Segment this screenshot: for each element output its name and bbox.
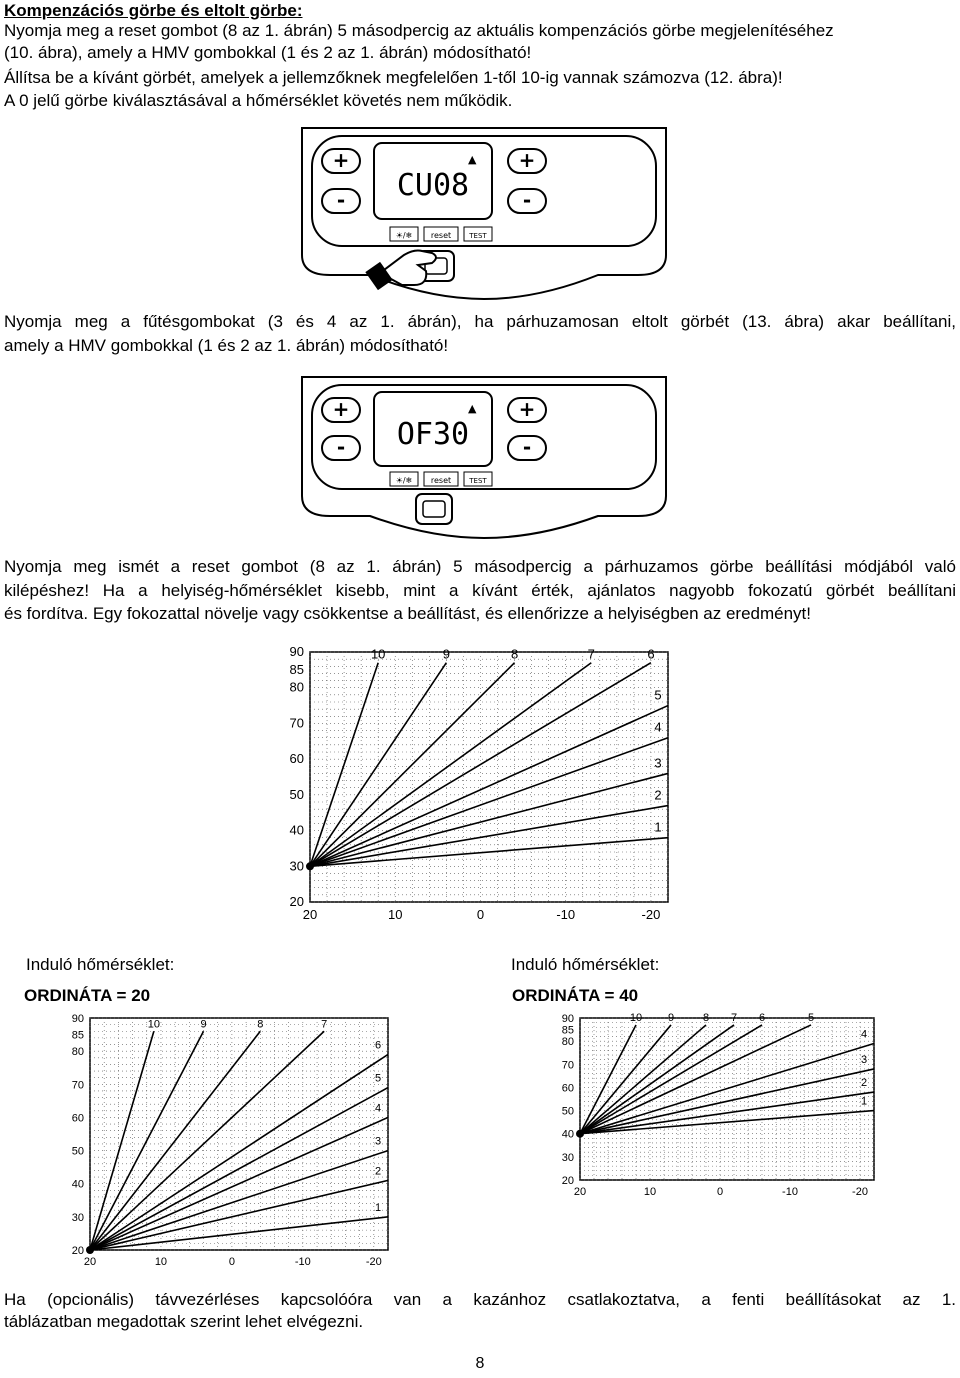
- x-tick-label: -20: [641, 907, 661, 922]
- curve-origin-point: [306, 862, 314, 870]
- curve-label-3: 3: [374, 1135, 382, 1148]
- main-switch[interactable]: [416, 494, 452, 524]
- y-tick-label: 30: [71, 1211, 84, 1224]
- lcd-readout: OF30: [396, 417, 470, 452]
- curve-label-5: 5: [374, 1072, 382, 1085]
- lcd-readout: CU08: [396, 168, 470, 203]
- final-line-1: Ha (opcionális) távvezérléses kapcsolóóra van a kazánhoz csatlakoztatva, a fenti beállításokat az 1.: [4, 1290, 956, 1309]
- reset-button-label: reset: [430, 231, 452, 240]
- start-temp-label-left: Induló hőmérséklet:: [26, 955, 175, 974]
- test-button-label: TEST: [469, 232, 487, 240]
- minus-button-left[interactable]: [322, 435, 360, 460]
- y-tick-label: 20: [561, 1175, 574, 1187]
- minus-button-left[interactable]: [322, 188, 360, 213]
- bottom-button-row: [390, 227, 492, 241]
- x-tick-label: -20: [852, 1186, 868, 1196]
- plus-button-left[interactable]: [322, 148, 360, 173]
- x-tick-label: -10: [294, 1256, 311, 1268]
- y-tick-label: 70: [289, 715, 304, 731]
- plus-button-left[interactable]: [322, 397, 360, 422]
- section-title: Kompenzációs görbe és eltolt görbe:: [4, 1, 303, 20]
- curve-label-9: 9: [667, 1011, 675, 1024]
- curve-chart-ordinata-40: [486, 1008, 886, 1196]
- x-tick-label: -10: [556, 907, 576, 922]
- curve-label-6: 6: [647, 646, 655, 662]
- y-tick-label: 20: [71, 1245, 84, 1257]
- y-tick-label: 90: [71, 1013, 84, 1025]
- start-temp-label-right: Induló hőmérséklet:: [511, 955, 660, 974]
- curve-chart-main: [210, 640, 680, 922]
- x-tick-label: 10: [154, 1256, 168, 1268]
- y-tick-label: 20: [289, 894, 304, 909]
- curve-label-4: 4: [654, 719, 662, 735]
- curve-label-10: 10: [629, 1011, 643, 1024]
- mode-button-label: ☀/❄: [395, 231, 413, 240]
- curve-label-7: 7: [321, 1018, 328, 1031]
- y-tick-label: 30: [289, 858, 304, 874]
- y-tick-label: 40: [289, 822, 304, 838]
- y-tick-label: 40: [561, 1128, 574, 1141]
- curve-label-2: 2: [654, 787, 662, 803]
- curve-label-7: 7: [587, 646, 595, 662]
- minus-icon: -: [522, 188, 532, 212]
- curve-label-6: 6: [374, 1039, 382, 1052]
- flame-icon: ▲: [468, 402, 477, 415]
- y-tick-label: 85: [561, 1024, 574, 1037]
- x-tick-label: 0: [476, 907, 485, 922]
- x-tick-label: -10: [782, 1186, 798, 1196]
- curve-label-5: 5: [654, 687, 662, 703]
- minus-icon: -: [336, 188, 346, 212]
- x-tick-label: -20: [365, 1256, 382, 1268]
- y-tick-label: 80: [289, 679, 304, 695]
- intro-line-2: (10. ábra), amely a HMV gombokkal (1 és 2 az 1. ábrán) módosítható!: [4, 43, 532, 62]
- y-tick-label: 85: [71, 1029, 84, 1042]
- y-tick-label: 60: [289, 751, 304, 767]
- plus-icon: +: [518, 148, 536, 172]
- curve-label-8: 8: [510, 646, 519, 662]
- x-tick-label: 0: [716, 1186, 724, 1196]
- y-tick-label: 70: [561, 1059, 574, 1072]
- y-tick-label: 50: [71, 1145, 84, 1158]
- plus-icon: +: [332, 397, 350, 421]
- intro-line-3: Állítsa be a kívánt görbét, amelyek a jellemzőknek megfelelően 1-től 10-ig vannak számozva (12. ábra)!: [4, 68, 783, 87]
- curve-label-3: 3: [860, 1053, 868, 1066]
- y-tick-label: 80: [71, 1046, 84, 1059]
- reset-button-label: reset: [430, 476, 452, 485]
- curve-label-5: 5: [807, 1011, 815, 1024]
- curve-label-8: 8: [257, 1018, 264, 1031]
- page-number: 8: [475, 1355, 485, 1372]
- curve-label-1: 1: [374, 1201, 382, 1214]
- x-tick-label: 10: [388, 907, 403, 922]
- curve-label-4: 4: [374, 1102, 382, 1115]
- y-tick-label: 50: [289, 786, 304, 802]
- para3-line-2: kilépéshez! Ha a helyiség-hőmérséklet kisebb, mint a kívánt érték, ajánlatos nagyobb fokozatú görbét beállítani: [4, 581, 956, 600]
- curve-label-1: 1: [860, 1095, 868, 1108]
- intro-line-4: A 0 jelű görbe kiválasztásával a hőmérséklet követés nem működik.: [4, 91, 513, 110]
- curve-label-7: 7: [730, 1011, 738, 1024]
- minus-icon: -: [336, 435, 346, 459]
- y-tick-label: 90: [289, 644, 304, 659]
- final-line-2: táblázatban megadottak szerint lehet elvégezni.: [4, 1312, 364, 1331]
- curve-label-2: 2: [860, 1077, 868, 1090]
- para2-line-2: amely a HMV gombokkal (1 és 2 az 1. ábrán) módosítható!: [4, 336, 449, 355]
- para3-line-1: Nyomja meg ismét a reset gombot (8 az 1. ábrán) 5 másodpercig a párhuzamos görbe beállítási módjából való: [4, 557, 956, 576]
- plus-button-right[interactable]: [508, 148, 546, 173]
- ordinata-left: ORDINÁTA = 20: [24, 986, 151, 1005]
- x-tick-label: 20: [302, 907, 318, 922]
- curve-label-4: 4: [860, 1028, 868, 1041]
- bottom-button-row: [390, 472, 492, 486]
- curve-label-9: 9: [442, 646, 450, 662]
- plus-icon: +: [518, 397, 536, 421]
- y-tick-label: 40: [71, 1178, 84, 1191]
- y-tick-label: 80: [561, 1036, 574, 1049]
- minus-icon: -: [522, 435, 532, 459]
- curve-origin-point: [86, 1246, 94, 1254]
- curve-label-10: 10: [370, 646, 386, 662]
- curve-label-6: 6: [758, 1011, 766, 1024]
- y-tick-label: 70: [71, 1079, 84, 1092]
- x-tick-label: 0: [228, 1256, 235, 1268]
- y-tick-label: 50: [561, 1105, 574, 1118]
- y-tick-label: 60: [561, 1082, 574, 1095]
- control-panel-1: [298, 125, 670, 300]
- flame-icon: ▲: [468, 153, 477, 166]
- lcd-display: [374, 143, 492, 219]
- plus-button-right[interactable]: [508, 397, 546, 422]
- curve-label-9: 9: [200, 1018, 207, 1031]
- x-tick-label: 20: [573, 1186, 587, 1196]
- minus-button-right[interactable]: [508, 188, 546, 213]
- y-tick-label: 85: [289, 661, 304, 677]
- minus-button-right[interactable]: [508, 435, 546, 460]
- test-button-label: TEST: [469, 477, 487, 485]
- y-tick-label: 60: [71, 1112, 84, 1125]
- curve-label-8: 8: [702, 1011, 710, 1024]
- intro-line-1: Nyomja meg a reset gombot (8 az 1. ábrán) 5 másodpercig az aktuális kompenzációs görbe megjelenítéséhez: [4, 21, 834, 40]
- curve-origin-point: [576, 1130, 584, 1138]
- mode-button-label: ☀/❄: [395, 476, 413, 485]
- curve-label-3: 3: [654, 755, 662, 771]
- y-tick-label: 30: [561, 1151, 574, 1164]
- control-panel-2: [298, 374, 670, 539]
- plot-frame: [310, 652, 668, 902]
- curve-label-1: 1: [654, 819, 662, 835]
- x-tick-label: 20: [83, 1256, 97, 1268]
- y-tick-label: 90: [561, 1013, 574, 1025]
- curve-label-2: 2: [374, 1165, 382, 1178]
- ordinata-right: ORDINÁTA = 40: [512, 986, 639, 1005]
- curve-label-10: 10: [147, 1018, 160, 1031]
- plus-icon: +: [332, 148, 350, 172]
- curve-chart-ordinata-20: [0, 1008, 400, 1270]
- para2-line-1: Nyomja meg a fűtésgombokat (3 és 4 az 1. ábrán), ha párhuzamosan eltolt görbét (13. ábra) akar beállítani,: [4, 312, 956, 331]
- para3-line-3: és fordítva. Egy fokozattal növelje vagy csökkentse a beállítást, és ellenőrizze a helyiségben az eredményt!: [4, 604, 812, 623]
- x-tick-label: 10: [643, 1186, 657, 1196]
- lcd-display: [374, 392, 492, 466]
